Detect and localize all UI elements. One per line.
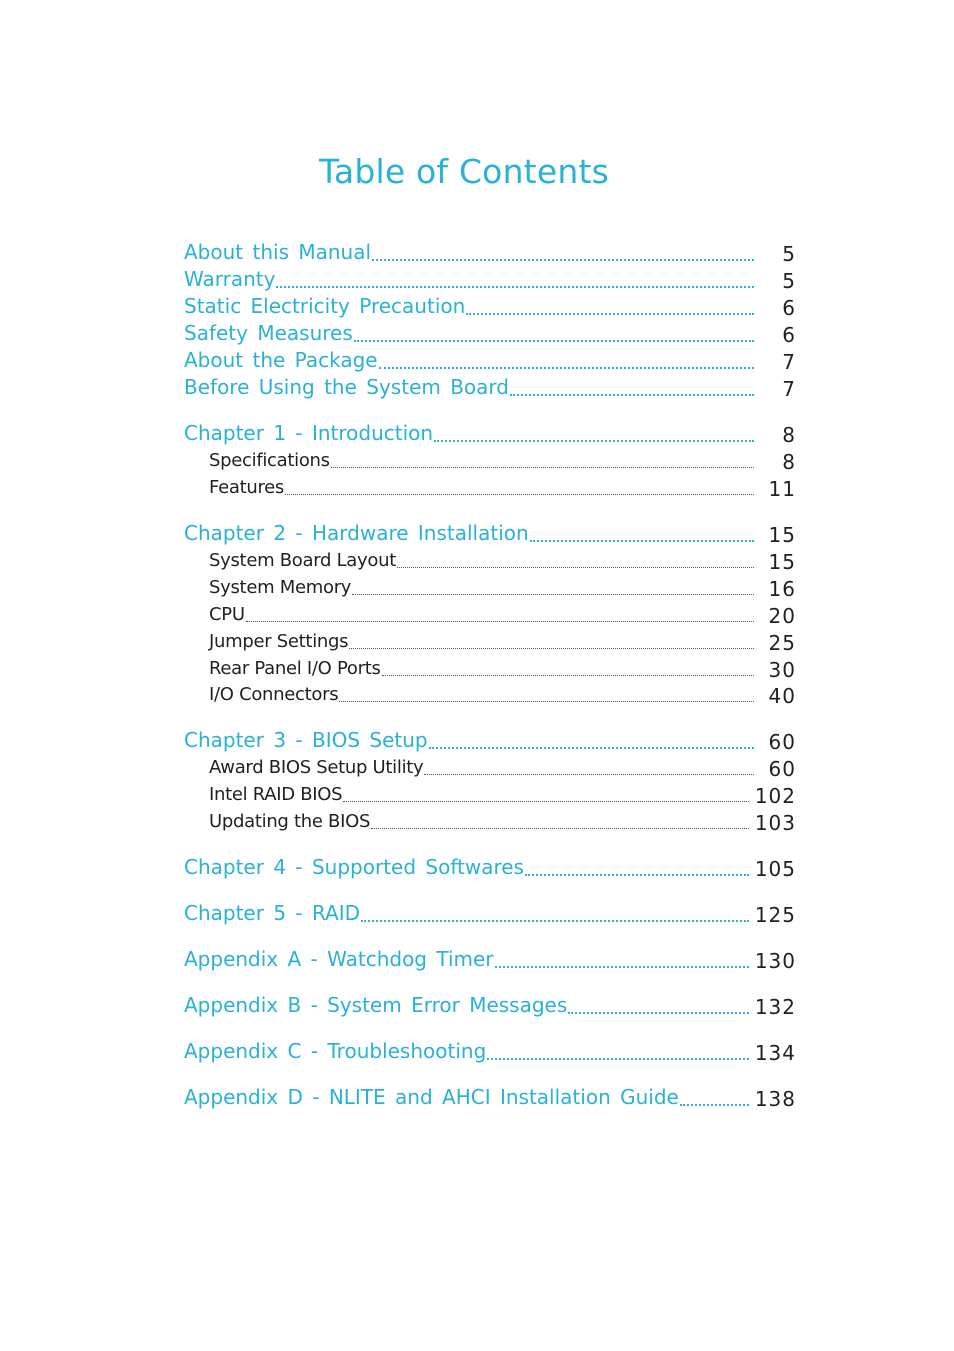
toc-page-number: 105 [754, 857, 796, 881]
dot-leader [371, 828, 749, 829]
dot-leader [246, 621, 754, 622]
toc-entry-label: Safety Measures [184, 321, 353, 345]
toc-entry[interactable] [184, 265, 796, 291]
dot-leader [568, 1012, 749, 1014]
dot-leader [487, 1058, 749, 1060]
dot-leader [352, 594, 754, 595]
toc-entry-label: Intel RAID BIOS [209, 784, 343, 805]
toc-entry-label: Chapter 5 - RAID [184, 901, 361, 925]
toc-entry-label: System Board Layout [209, 550, 396, 571]
toc-entry-label: Appendix B - System Error Messages [184, 993, 568, 1017]
toc-subentry[interactable] [209, 446, 796, 472]
toc-page-number: 130 [754, 949, 796, 973]
dot-leader [429, 747, 754, 749]
page-title: Table of Contents [319, 152, 609, 191]
toc-entry-label: About this Manual [184, 240, 372, 264]
toc-subentry[interactable] [209, 654, 796, 680]
dot-leader [285, 494, 754, 495]
toc-entry-label: About the Package [184, 348, 378, 372]
toc-entry-label: Chapter 3 - BIOS Setup [184, 728, 428, 752]
toc-page-number: 6 [782, 296, 796, 320]
toc-page-number: 8 [782, 450, 796, 474]
toc-entry-label: Appendix D - NLITE and AHCI Installation Guide [184, 1085, 679, 1109]
toc-page-number: 11 [768, 477, 796, 501]
toc-entry-label: Chapter 4 - Supported Softwares [184, 855, 524, 879]
toc-entry[interactable] [184, 853, 796, 879]
toc-entry[interactable] [184, 991, 796, 1017]
dot-leader [495, 966, 749, 968]
toc-entry-label: System Memory [209, 577, 352, 598]
toc-entry-label: I/O Connectors [209, 684, 339, 705]
dot-leader [339, 701, 754, 702]
dot-leader [466, 313, 754, 315]
toc-subentry[interactable] [209, 473, 796, 499]
toc-page-number: 7 [782, 377, 796, 401]
toc-entry[interactable] [184, 1037, 796, 1063]
dot-leader [510, 394, 754, 396]
toc-subentry[interactable] [209, 780, 796, 806]
toc-page-number: 25 [768, 631, 796, 655]
dot-leader [349, 648, 754, 649]
dot-leader [331, 467, 754, 468]
toc-page-number: 30 [768, 658, 796, 682]
toc-entry-label: Jumper Settings [209, 631, 349, 652]
dot-leader [343, 801, 749, 802]
toc-entry[interactable] [184, 292, 796, 318]
dot-leader [379, 367, 754, 369]
toc-page-number: 20 [768, 604, 796, 628]
dot-leader [276, 286, 754, 288]
toc-entry[interactable] [184, 319, 796, 345]
toc-subentry[interactable] [209, 753, 796, 779]
toc-page-number: 40 [768, 684, 796, 708]
toc-entry-label: Award BIOS Setup Utility [209, 757, 424, 778]
dot-leader [382, 675, 754, 676]
dot-leader [372, 259, 754, 261]
toc-entry[interactable] [184, 519, 796, 545]
toc-entry-label: Appendix C - Troubleshooting [184, 1039, 487, 1063]
toc-entry-label: Updating the BIOS [209, 811, 371, 832]
toc-entry-label: Rear Panel I/O Ports [209, 658, 381, 679]
toc-page-number: 5 [782, 269, 796, 293]
dot-leader [354, 340, 754, 342]
toc-entry[interactable] [184, 726, 796, 752]
toc-page-number: 15 [768, 523, 796, 547]
toc-entry[interactable] [184, 238, 796, 264]
toc-page-number: 8 [782, 423, 796, 447]
toc-page-number: 15 [768, 550, 796, 574]
toc-page-number: 103 [754, 811, 796, 835]
toc-subentry[interactable] [209, 573, 796, 599]
dot-leader [680, 1104, 749, 1106]
toc-subentry[interactable] [209, 807, 796, 833]
toc-page-number: 138 [754, 1087, 796, 1111]
toc-page-number: 7 [782, 350, 796, 374]
toc-entry-label: Static Electricity Precaution [184, 294, 466, 318]
toc-page-number: 6 [782, 323, 796, 347]
dot-leader [424, 774, 754, 775]
dot-leader [530, 540, 754, 542]
toc-entry[interactable] [184, 945, 796, 971]
toc-page-number: 125 [754, 903, 796, 927]
toc-entry-label: Chapter 2 - Hardware Installation [184, 521, 529, 545]
toc-entry-label: Before Using the System Board [184, 375, 509, 399]
toc-page-number: 102 [754, 784, 796, 808]
toc-entry-label: Chapter 1 - Introduction [184, 421, 434, 445]
toc-page-number: 134 [754, 1041, 796, 1065]
toc-subentry[interactable] [209, 627, 796, 653]
toc-entry[interactable] [184, 1083, 796, 1109]
dot-leader [434, 440, 754, 442]
toc-page-number: 132 [754, 995, 796, 1019]
toc-subentry[interactable] [209, 546, 796, 572]
dot-leader [397, 567, 754, 568]
toc-entry-label: Warranty [184, 267, 276, 291]
toc-page-number: 16 [768, 577, 796, 601]
toc-entry[interactable] [184, 346, 796, 372]
dot-leader [361, 920, 749, 922]
toc-subentry[interactable] [209, 600, 796, 626]
toc-entry[interactable] [184, 899, 796, 925]
toc-page-number: 5 [782, 242, 796, 266]
toc-entry-label: CPU [209, 604, 245, 625]
toc-page-number: 60 [768, 730, 796, 754]
toc-entry-label: Features [209, 477, 284, 498]
toc-entry[interactable] [184, 373, 796, 399]
toc-page-number: 60 [768, 757, 796, 781]
dot-leader [525, 874, 749, 876]
toc-entry-label: Appendix A - Watchdog Timer [184, 947, 494, 971]
toc-entry[interactable] [184, 419, 796, 445]
toc-entry-label: Specifications [209, 450, 330, 471]
toc-subentry[interactable] [209, 680, 796, 706]
